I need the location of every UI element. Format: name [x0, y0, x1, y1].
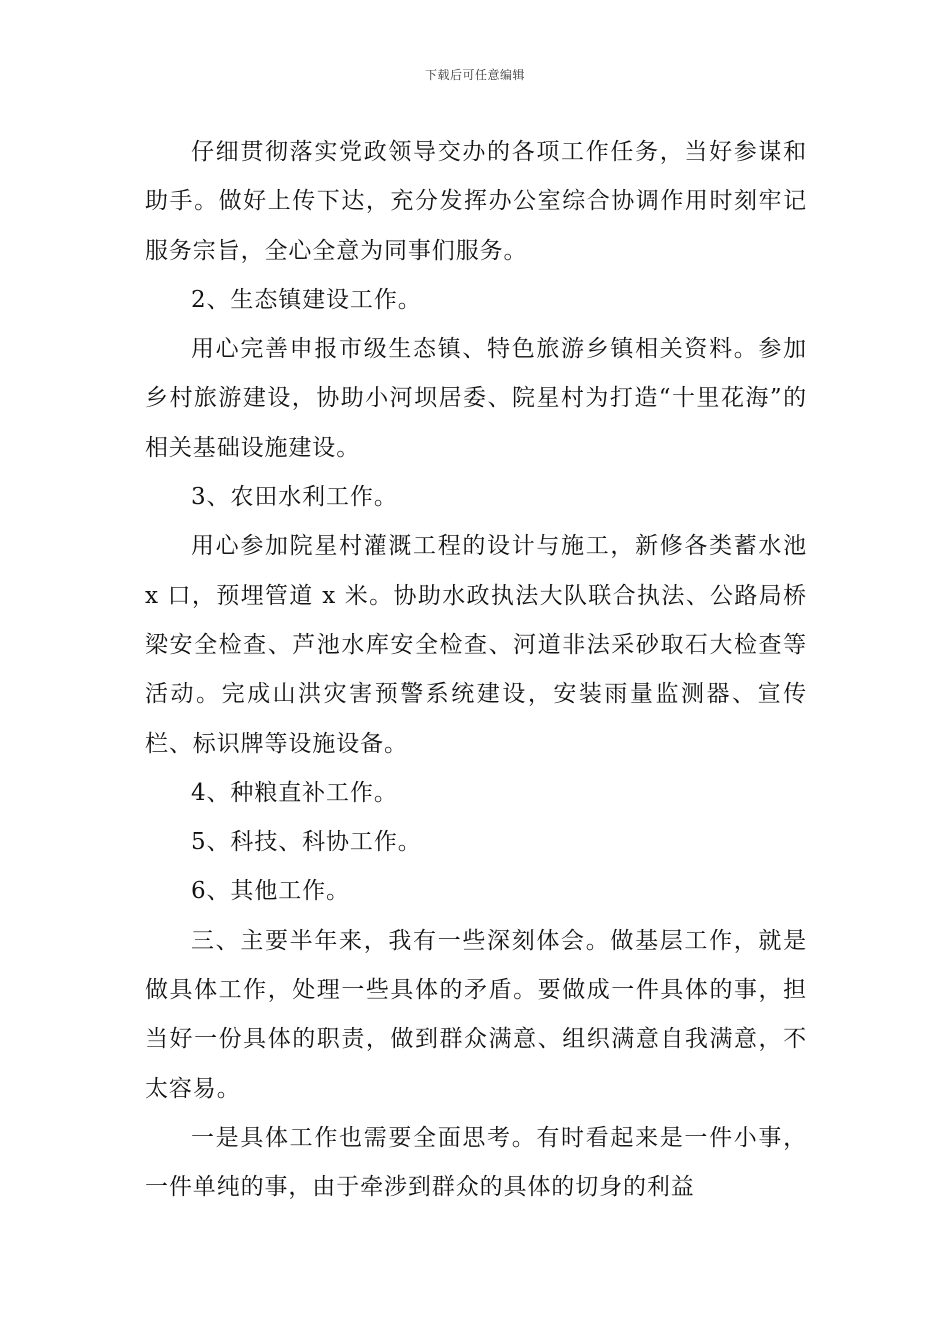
header-note: 下载后可任意编辑: [424, 68, 525, 82]
paragraph-5: 用心参加院星村灌溉工程的设计与施工，新修各类蓄水池 x 口，预埋管道 x 米。协助水政执法大队联合执法、公路局桥梁安全检查、芦池水库安全检查、河道非法采砂取石大检查等活动。完成山洪灾害预警系统建设，安装雨量监测器、宣传栏、标识牌等设施设备。: [145, 533, 807, 757]
paragraph-6: 4、种粮直补工作。: [191, 779, 398, 806]
paragraph-10: 一是具体工作也需要全面思考。有时看起来是一件小事，一件单纯的事，由于牵涉到群众的具体的切身的利益: [145, 1124, 807, 1201]
paragraph-7: 5、科技、科协工作。: [191, 829, 422, 856]
paragraph-8: 6、其他工作。: [191, 878, 350, 905]
paragraph-2: 2、生态镇建设工作。: [191, 286, 422, 313]
document-body: [145, 128, 807, 1213]
paragraph-3: 用心完善申报市级生态镇、特色旅游乡镇相关资料。参加乡村旅游建设，协助小河坝居委、院星村为打造“十里花海”的相关基础设施建设。: [145, 336, 807, 461]
paragraph-4: 3、农田水利工作。: [191, 484, 398, 511]
paragraph-1: 仔细贯彻落实党政领导交办的各项工作任务，当好参谋和助手。做好上传下达，充分发挥办公室综合协调作用时刻牢记服务宗旨，全心全意为同事们服务。: [145, 139, 807, 264]
paragraph-9: 三、主要半年来，我有一些深刻体会。做基层工作，就是做具体工作，处理一些具体的矛盾。要做成一件具体的事，担当好一份具体的职责，做到群众满意、组织满意自我满意，不太容易。: [145, 927, 807, 1102]
